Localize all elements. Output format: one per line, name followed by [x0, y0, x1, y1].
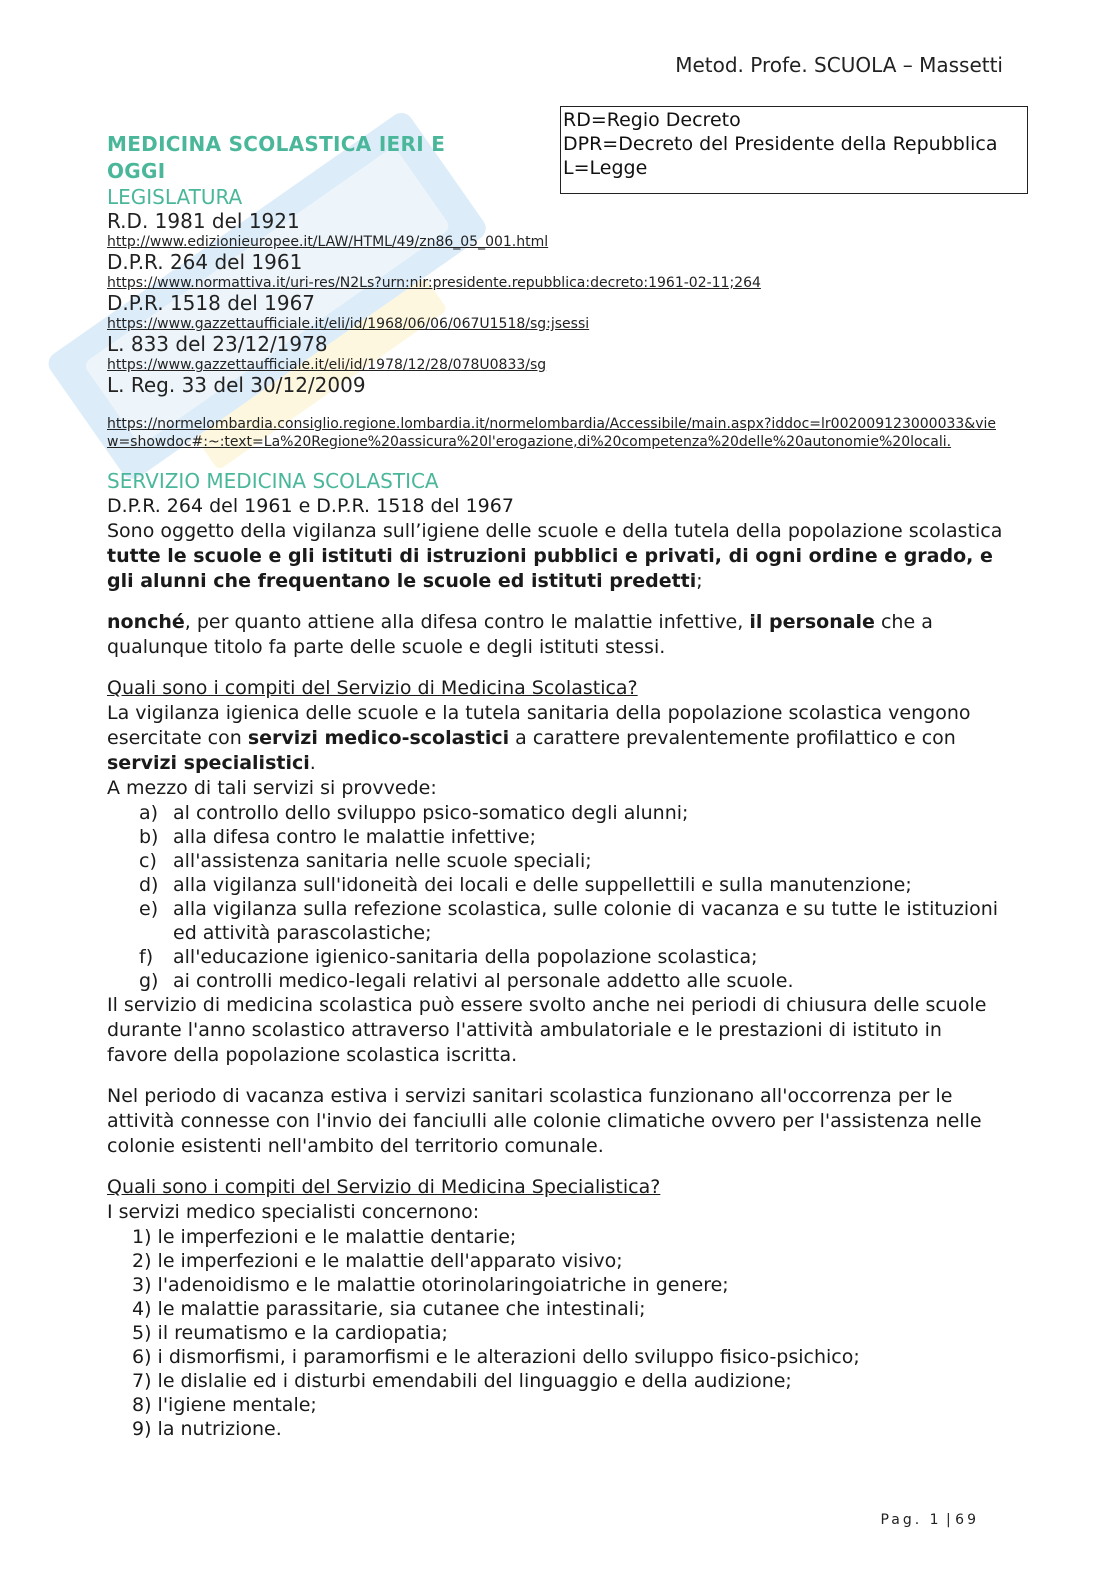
list-item: f) all'educazione igienico-sanitaria della popolazione scolastica;: [139, 946, 758, 968]
list-item: g) ai controlli medico-legali relativi al personale addetto alle scuole.: [139, 970, 794, 992]
page-content: [107, 131, 1007, 1441]
servizio-paragraph: nonché, per quanto attiene alla difesa contro le malattie infettive, il personale che a qualunque titolo fa parte delle scuole e degli istituti stessi.: [107, 611, 933, 658]
specialistica-intro: I servizi medico specialisti concernono:: [107, 1201, 480, 1223]
servizio-ref: D.P.R. 264 del 1961 e D.P.R. 1518 del 1967: [107, 495, 514, 517]
law-link[interactable]: https://www.gazzettaufficiale.it/eli/id/1978/12/28/078U0833/sg: [107, 357, 547, 373]
page-title-line: OGGI: [107, 159, 166, 183]
page-title-line: MEDICINA SCOLASTICA IERI E: [107, 132, 446, 156]
compiti-intro: A mezzo di tali servizi si provvede:: [107, 777, 437, 799]
specialistica-list: [107, 1225, 1007, 1441]
list-item: 3) l'adenoidismo e le malattie otorinolaringoiatriche in genere;: [132, 1274, 729, 1296]
law-link[interactable]: https://www.gazzettaufficiale.it/eli/id/1968/06/06/067U1518/sg:jsessi: [107, 316, 590, 332]
list-item: a) al controllo dello sviluppo psico-somatico degli alunni;: [139, 802, 689, 824]
law-name: D.P.R. 264 del 1961: [107, 250, 303, 274]
list-item: b) alla difesa contro le malattie infettive;: [139, 826, 537, 848]
section-heading-servizio: SERVIZIO MEDICINA SCOLASTICA: [107, 469, 439, 493]
law-name: L. 833 del 23/12/1978: [107, 332, 328, 356]
list-item: 2) le imperfezioni e le malattie dell'apparato visivo;: [132, 1250, 623, 1272]
list-item: c) all'assistenza sanitaria nelle scuole speciali;: [139, 850, 592, 872]
law-link[interactable]: https://www.normattiva.it/uri-res/N2Ls?urn:nir:presidente.repubblica:decreto:1961-02-11;264: [107, 275, 761, 291]
law-list: [107, 210, 1007, 451]
compiti-paragraph: La vigilanza igienica delle scuole e la tutela sanitaria della popolazione scolastica vengono esercitate con servizi medico-scolastici a carattere prevalentemente profilattico e con servizi specialistici.: [107, 702, 971, 774]
law-link[interactable]: https://normelombardia.consiglio.regione.lombardia.it/normelombardia/Accessibile/main.aspx?iddoc=lr002009123000033&view=showdoc#:~:text=La%20Regione%20assicura%20l'erogazione,di%20competenza%20delle%20autonomie%20locali.: [107, 416, 996, 450]
legend-line: L=Legge: [563, 157, 648, 179]
legend-line: DPR=Decreto del Presidente della Repubblica: [563, 133, 998, 155]
compiti-paragraph: Nel periodo di vacanza estiva i servizi sanitari scolastica funzionano all'occorrenza per le attività connesse con l'invio dei fanciulli alle colonie climatiche ovvero per l'assistenza nelle colonie esistenti nell'ambito del territorio comunale.: [107, 1085, 982, 1157]
list-item: d) alla vigilanza sull'idoneità dei locali e delle suppellettili e sulla manutenzione;: [139, 874, 912, 896]
law-name: L. Reg. 33 del 30/12/2009: [107, 373, 366, 397]
list-item: 1) le imperfezioni e le malattie dentarie;: [132, 1226, 517, 1248]
question-heading: Quali sono i compiti del Servizio di Medicina Scolastica?: [107, 677, 638, 699]
question-heading: Quali sono i compiti del Servizio di Medicina Specialistica?: [107, 1176, 661, 1198]
law-name: R.D. 1981 del 1921: [107, 209, 300, 233]
list-item: 7) le dislalie ed i disturbi emendabili del linguaggio e della audizione;: [132, 1370, 792, 1392]
compiti-paragraph: Il servizio di medicina scolastica può essere svolto anche nei periodi di chiusura delle scuole durante l'anno scolastico attraverso l'attività ambulatoriale e le prestazioni di istituto in favore della popolazione scolastica iscritta.: [107, 994, 987, 1066]
section-heading-legislatura: LEGISLATURA: [107, 185, 243, 209]
list-item: e) alla vigilanza sulla refezione scolastica, sulle colonie di vacanza e su tutte le istituzioni ed attività parascolastiche;: [139, 898, 999, 944]
law-link[interactable]: http://www.edizionieuropee.it/LAW/HTML/49/zn86_05_001.html: [107, 234, 549, 250]
list-item: 4) le malattie parassitarie, sia cutanee che intestinali;: [132, 1298, 646, 1320]
servizio-paragraph: Sono oggetto della vigilanza sull’igiene delle scuole e della tutela della popolazione scolastica tutte le scuole e gli istituti di istruzioni pubblici e privati, di ogni ordine e grado, e gli alunni che frequentano le scuole ed istituti predetti;: [107, 520, 1003, 592]
list-item: 8) l'igiene mentale;: [132, 1394, 317, 1416]
page-number: Pag. 1 | 69: [880, 1512, 979, 1528]
list-item: 6) i dismorfismi, i paramorfismi e le alterazioni dello sviluppo fisico-psichico;: [132, 1346, 860, 1368]
compiti-list: [107, 801, 1007, 993]
list-item: 9) la nutrizione.: [132, 1418, 282, 1440]
document-header: Metod. Profe. SCUOLA – Massetti: [675, 53, 1003, 77]
legend-line: RD=Regio Decreto: [563, 109, 741, 131]
law-name: D.P.R. 1518 del 1967: [107, 291, 316, 315]
list-item: 5) il reumatismo e la cardiopatia;: [132, 1322, 448, 1344]
page-title: [107, 131, 1007, 185]
